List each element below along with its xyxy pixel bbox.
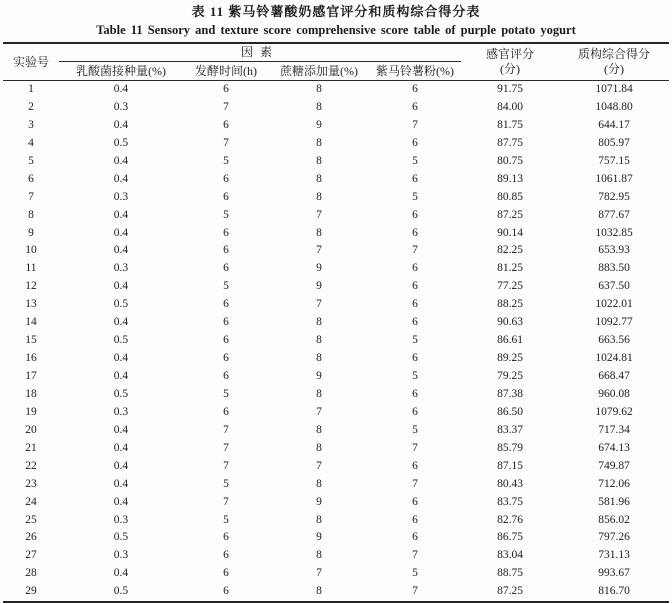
potato-powder-cell: 6 bbox=[412, 136, 418, 149]
fermentation-time-cell: 7 bbox=[223, 423, 229, 436]
inoculation-cell: 0.4 bbox=[113, 83, 129, 95]
texture-score-cell: 663.56 bbox=[598, 334, 630, 347]
experiment-number-cell: 18 bbox=[25, 387, 37, 400]
potato-powder-cell: 6 bbox=[412, 280, 418, 293]
texture-score-cell: 856.02 bbox=[598, 513, 630, 526]
fermentation-time-cell: 5 bbox=[223, 477, 229, 490]
table-row bbox=[3, 189, 669, 207]
sucrose-cell: 8 bbox=[316, 190, 322, 203]
sensory-score-cell: 82.76 bbox=[497, 513, 523, 526]
texture-score-cell: 1071.84 bbox=[595, 83, 633, 95]
potato-powder-cell: 6 bbox=[412, 262, 418, 275]
experiment-number-cell: 1 bbox=[28, 83, 34, 95]
potato-powder-cell: 6 bbox=[412, 513, 418, 526]
table-row bbox=[3, 278, 669, 296]
table-row bbox=[3, 350, 669, 368]
inoculation-cell: 0.3 bbox=[113, 100, 129, 113]
potato-powder-cell: 7 bbox=[412, 549, 418, 562]
experiment-number-cell: 8 bbox=[28, 208, 34, 221]
column-header-sensory-score bbox=[461, 43, 559, 81]
texture-score-cell: 581.96 bbox=[598, 495, 630, 508]
sensory-score-cell: 81.75 bbox=[497, 118, 523, 131]
fermentation-time-cell: 5 bbox=[223, 513, 229, 526]
sucrose-cell: 8 bbox=[316, 513, 322, 526]
sensory-score-cell: 85.79 bbox=[497, 441, 523, 454]
texture-score-cell: 1079.62 bbox=[595, 405, 633, 418]
potato-powder-cell: 7 bbox=[412, 244, 418, 257]
sensory-score-cell: 83.75 bbox=[497, 495, 523, 508]
texture-score-label: 质构综合得分 bbox=[577, 47, 650, 61]
potato-powder-cell: 6 bbox=[412, 459, 418, 472]
inoculation-cell: 0.4 bbox=[113, 477, 129, 490]
table-row bbox=[3, 494, 669, 512]
sucrose-cell: 7 bbox=[316, 298, 322, 311]
texture-score-cell: 1024.81 bbox=[595, 352, 633, 365]
texture-score-cell: 712.06 bbox=[598, 477, 630, 490]
texture-score-cell: 797.26 bbox=[598, 531, 630, 544]
table-row bbox=[3, 314, 669, 332]
experiment-number-cell: 10 bbox=[25, 244, 37, 257]
inoculation-cell: 0.5 bbox=[113, 334, 129, 347]
sensory-score-cell: 87.75 bbox=[497, 136, 523, 149]
table-row bbox=[3, 135, 669, 153]
potato-powder-cell: 6 bbox=[412, 298, 418, 311]
experiment-number-cell: 11 bbox=[25, 262, 37, 275]
sucrose-cell: 9 bbox=[316, 370, 322, 382]
sucrose-cell: 8 bbox=[316, 83, 322, 95]
experiment-number-cell: 4 bbox=[28, 136, 34, 149]
inoculation-cell: 0.4 bbox=[113, 459, 129, 472]
experiment-number-cell: 19 bbox=[25, 405, 37, 418]
column-header-experiment: 实验号 bbox=[3, 43, 59, 81]
sensory-score-cell: 87.25 bbox=[497, 585, 523, 598]
texture-score-cell: 731.13 bbox=[598, 549, 630, 562]
sucrose-cell: 7 bbox=[316, 244, 322, 257]
experiment-number-cell: 15 bbox=[25, 334, 37, 347]
sensory-score-label: 感官评分 bbox=[485, 47, 534, 61]
sensory-score-cell: 83.04 bbox=[497, 549, 523, 562]
sucrose-cell: 8 bbox=[316, 549, 322, 562]
sucrose-cell: 9 bbox=[316, 531, 322, 544]
sucrose-cell: 8 bbox=[316, 423, 322, 436]
fermentation-time-cell: 6 bbox=[223, 316, 229, 329]
potato-powder-cell: 6 bbox=[412, 387, 418, 400]
inoculation-cell: 0.4 bbox=[113, 495, 129, 508]
table-row bbox=[3, 529, 669, 547]
fermentation-time-cell: 7 bbox=[223, 495, 229, 508]
sensory-score-cell: 86.75 bbox=[497, 531, 523, 544]
experiment-number-cell: 5 bbox=[28, 154, 34, 167]
experiment-number-cell: 3 bbox=[28, 118, 34, 131]
table-row bbox=[3, 440, 669, 458]
texture-score-cell: 1048.80 bbox=[595, 100, 633, 113]
sensory-score-cell: 88.25 bbox=[497, 298, 523, 311]
sucrose-cell: 8 bbox=[316, 226, 322, 239]
sucrose-cell: 9 bbox=[316, 280, 322, 293]
column-header-inoculation: 乳酸菌接种量(%) bbox=[59, 62, 183, 81]
potato-powder-cell: 6 bbox=[412, 100, 418, 113]
inoculation-cell: 0.3 bbox=[113, 190, 129, 203]
sensory-score-cell: 88.75 bbox=[497, 567, 523, 580]
experiment-number-cell: 28 bbox=[25, 567, 37, 580]
fermentation-time-cell: 7 bbox=[223, 459, 229, 472]
inoculation-cell: 0.4 bbox=[113, 172, 129, 185]
sensory-score-cell: 87.38 bbox=[497, 387, 523, 400]
potato-powder-cell: 7 bbox=[412, 118, 418, 131]
potato-powder-cell: 6 bbox=[412, 531, 418, 544]
fermentation-time-cell: 6 bbox=[223, 118, 229, 131]
potato-powder-cell: 6 bbox=[412, 208, 418, 221]
experiment-number-cell: 26 bbox=[25, 531, 37, 544]
column-header-fermentation-time: 发酵时间(h) bbox=[183, 62, 269, 81]
potato-powder-cell: 5 bbox=[412, 423, 418, 436]
texture-score-cell: 757.15 bbox=[598, 154, 630, 167]
table-row bbox=[3, 565, 669, 583]
inoculation-cell: 0.4 bbox=[113, 208, 129, 221]
potato-powder-cell: 7 bbox=[412, 441, 418, 454]
sensory-score-cell: 80.85 bbox=[497, 190, 523, 203]
sensory-score-cell: 90.14 bbox=[497, 226, 523, 239]
fermentation-time-cell: 6 bbox=[223, 172, 229, 185]
table-header bbox=[3, 43, 669, 81]
sucrose-cell: 9 bbox=[316, 118, 322, 131]
texture-score-cell: 1032.85 bbox=[595, 226, 633, 239]
sucrose-cell: 8 bbox=[316, 352, 322, 365]
sucrose-cell: 8 bbox=[316, 136, 322, 149]
texture-score-cell: 674.13 bbox=[598, 441, 630, 454]
texture-score-cell: 668.47 bbox=[598, 370, 630, 382]
sucrose-cell: 7 bbox=[316, 567, 322, 580]
sucrose-cell: 8 bbox=[316, 477, 322, 490]
potato-powder-cell: 6 bbox=[412, 226, 418, 239]
fermentation-time-cell: 6 bbox=[223, 585, 229, 598]
texture-score-cell: 1092.77 bbox=[595, 316, 633, 329]
experiment-number-cell: 16 bbox=[25, 352, 37, 365]
fermentation-time-cell: 6 bbox=[223, 226, 229, 239]
experiment-number-cell: 6 bbox=[28, 172, 34, 185]
potato-powder-cell: 6 bbox=[412, 405, 418, 418]
experiment-number-cell: 2 bbox=[28, 100, 34, 113]
texture-score-cell: 993.67 bbox=[598, 567, 630, 580]
fermentation-time-cell: 6 bbox=[223, 244, 229, 257]
fermentation-time-cell: 6 bbox=[223, 405, 229, 418]
texture-score-cell: 644.17 bbox=[598, 118, 630, 131]
texture-score-cell: 1022.01 bbox=[595, 298, 633, 311]
sucrose-cell: 9 bbox=[316, 495, 322, 508]
experiment-number-cell: 25 bbox=[25, 513, 37, 526]
table-row bbox=[3, 476, 669, 494]
sucrose-cell: 8 bbox=[316, 316, 322, 329]
sensory-score-cell: 86.50 bbox=[497, 405, 523, 418]
sucrose-cell: 8 bbox=[316, 154, 322, 167]
texture-score-cell: 637.50 bbox=[598, 280, 630, 293]
fermentation-time-cell: 7 bbox=[223, 441, 229, 454]
table-row bbox=[3, 547, 669, 565]
texture-score-cell: 877.67 bbox=[598, 208, 630, 221]
texture-score-cell: 960.08 bbox=[598, 387, 630, 400]
inoculation-cell: 0.5 bbox=[113, 585, 129, 598]
table-row bbox=[3, 583, 669, 602]
potato-powder-cell: 6 bbox=[412, 83, 418, 95]
sucrose-cell: 8 bbox=[316, 387, 322, 400]
table-row bbox=[3, 171, 669, 189]
inoculation-cell: 0.5 bbox=[113, 531, 129, 544]
sensory-score-cell: 80.43 bbox=[497, 477, 523, 490]
texture-score-cell: 717.34 bbox=[598, 423, 630, 436]
fermentation-time-cell: 6 bbox=[223, 352, 229, 365]
table-row bbox=[3, 207, 669, 225]
table-row bbox=[3, 117, 669, 135]
table-row bbox=[3, 332, 669, 350]
sucrose-cell: 7 bbox=[316, 459, 322, 472]
sucrose-cell: 8 bbox=[316, 334, 322, 347]
fermentation-time-cell: 6 bbox=[223, 334, 229, 347]
sensory-score-cell: 84.00 bbox=[497, 100, 523, 113]
fermentation-time-cell: 5 bbox=[223, 387, 229, 400]
inoculation-cell: 0.4 bbox=[113, 370, 129, 382]
potato-powder-cell: 6 bbox=[412, 495, 418, 508]
table-row bbox=[3, 512, 669, 530]
experiment-number-cell: 21 bbox=[25, 441, 37, 454]
sucrose-cell: 8 bbox=[316, 441, 322, 454]
sucrose-cell: 7 bbox=[316, 405, 322, 418]
column-header-factors-group: 因素 bbox=[59, 43, 461, 62]
sensory-score-cell: 82.25 bbox=[497, 244, 523, 257]
experiment-number-cell: 14 bbox=[25, 316, 37, 329]
inoculation-cell: 0.3 bbox=[113, 405, 129, 418]
column-header-potato-powder: 紫马铃薯粉(%) bbox=[369, 62, 461, 81]
experiment-number-cell: 29 bbox=[25, 585, 37, 598]
inoculation-cell: 0.4 bbox=[113, 423, 129, 436]
inoculation-cell: 0.4 bbox=[113, 280, 129, 293]
table-title-english: Table 11 Sensory and texture score comprehensive score table of purple potato yogurt bbox=[96, 23, 576, 37]
table-row bbox=[3, 422, 669, 440]
experiment-number-cell: 22 bbox=[25, 459, 37, 472]
table-title-chinese: 表 11 紫马铃薯酸奶感官评分和质构综合得分表 bbox=[191, 4, 481, 19]
texture-score-cell: 749.87 bbox=[598, 459, 630, 472]
inoculation-cell: 0.4 bbox=[113, 226, 129, 239]
experiment-number-cell: 7 bbox=[28, 190, 34, 203]
potato-powder-cell: 6 bbox=[412, 352, 418, 365]
sensory-score-cell: 89.25 bbox=[497, 352, 523, 365]
fermentation-time-cell: 6 bbox=[223, 567, 229, 580]
potato-powder-cell: 7 bbox=[412, 477, 418, 490]
experiment-number-cell: 20 bbox=[25, 423, 37, 436]
inoculation-cell: 0.4 bbox=[113, 567, 129, 580]
table-row bbox=[3, 99, 669, 117]
potato-powder-cell: 5 bbox=[412, 370, 418, 382]
table-row bbox=[3, 386, 669, 404]
inoculation-cell: 0.4 bbox=[113, 352, 129, 365]
sensory-score-cell: 90.63 bbox=[497, 316, 523, 329]
fermentation-time-cell: 7 bbox=[223, 136, 229, 149]
texture-score-cell: 1061.87 bbox=[595, 172, 633, 185]
potato-powder-cell: 6 bbox=[412, 172, 418, 185]
fermentation-time-cell: 6 bbox=[223, 370, 229, 382]
sensory-score-cell: 86.61 bbox=[497, 334, 523, 347]
potato-powder-cell: 7 bbox=[412, 585, 418, 598]
sensory-score-cell: 87.25 bbox=[497, 208, 523, 221]
sucrose-cell: 8 bbox=[316, 172, 322, 185]
texture-score-cell: 805.97 bbox=[598, 136, 630, 149]
inoculation-cell: 0.4 bbox=[113, 316, 129, 329]
sensory-score-cell: 79.25 bbox=[497, 370, 523, 382]
fermentation-time-cell: 6 bbox=[223, 190, 229, 203]
table-body bbox=[3, 81, 669, 603]
fermentation-time-cell: 6 bbox=[223, 262, 229, 275]
texture-score-cell: 782.95 bbox=[598, 190, 630, 203]
sucrose-cell: 7 bbox=[316, 208, 322, 221]
table-row bbox=[3, 296, 669, 314]
column-header-texture-score bbox=[559, 43, 669, 81]
potato-powder-cell: 5 bbox=[412, 334, 418, 347]
table-row bbox=[3, 458, 669, 476]
table-row bbox=[3, 81, 669, 99]
inoculation-cell: 0.4 bbox=[113, 441, 129, 454]
sucrose-cell: 8 bbox=[316, 100, 322, 113]
experiment-number-cell: 13 bbox=[25, 298, 37, 311]
inoculation-cell: 0.5 bbox=[113, 298, 129, 311]
sucrose-cell: 8 bbox=[316, 585, 322, 598]
sensory-score-cell: 89.13 bbox=[497, 172, 523, 185]
column-header-sucrose: 蔗糖添加量(%) bbox=[269, 62, 369, 81]
scores-table bbox=[3, 42, 669, 603]
inoculation-cell: 0.3 bbox=[113, 513, 129, 526]
texture-score-cell: 883.50 bbox=[598, 262, 630, 275]
sensory-score-cell: 87.15 bbox=[497, 459, 523, 472]
table-row bbox=[3, 153, 669, 171]
table-row bbox=[3, 368, 669, 386]
table-row bbox=[3, 260, 669, 278]
potato-powder-cell: 5 bbox=[412, 154, 418, 167]
table-row bbox=[3, 404, 669, 422]
texture-score-cell: 816.70 bbox=[598, 585, 630, 598]
experiment-number-cell: 27 bbox=[25, 549, 37, 562]
inoculation-cell: 0.3 bbox=[113, 262, 129, 275]
fermentation-time-cell: 5 bbox=[223, 280, 229, 293]
experiment-number-cell: 24 bbox=[25, 495, 37, 508]
sensory-score-cell: 77.25 bbox=[497, 280, 523, 293]
table-row bbox=[3, 225, 669, 243]
experiment-number-cell: 17 bbox=[25, 370, 37, 382]
potato-powder-cell: 5 bbox=[412, 567, 418, 580]
sensory-score-unit: (分) bbox=[500, 62, 520, 76]
fermentation-time-cell: 6 bbox=[223, 549, 229, 562]
fermentation-time-cell: 5 bbox=[223, 208, 229, 221]
inoculation-cell: 0.4 bbox=[113, 244, 129, 257]
inoculation-cell: 0.5 bbox=[113, 136, 129, 149]
fermentation-time-cell: 6 bbox=[223, 83, 229, 95]
fermentation-time-cell: 6 bbox=[223, 531, 229, 544]
inoculation-cell: 0.4 bbox=[113, 118, 129, 131]
potato-powder-cell: 5 bbox=[412, 190, 418, 203]
inoculation-cell: 0.4 bbox=[113, 154, 129, 167]
fermentation-time-cell: 5 bbox=[223, 154, 229, 167]
sucrose-cell: 9 bbox=[316, 262, 322, 275]
texture-score-cell: 653.93 bbox=[598, 244, 630, 257]
table-row bbox=[3, 242, 669, 260]
table-caption bbox=[0, 0, 672, 38]
sensory-score-cell: 81.25 bbox=[497, 262, 523, 275]
experiment-number-cell: 9 bbox=[28, 226, 34, 239]
fermentation-time-cell: 6 bbox=[223, 298, 229, 311]
potato-powder-cell: 6 bbox=[412, 316, 418, 329]
inoculation-cell: 0.3 bbox=[113, 549, 129, 562]
inoculation-cell: 0.5 bbox=[113, 387, 129, 400]
experiment-number-cell: 12 bbox=[25, 280, 37, 293]
sensory-score-cell: 91.75 bbox=[497, 83, 523, 95]
sensory-score-cell: 80.75 bbox=[497, 154, 523, 167]
fermentation-time-cell: 7 bbox=[223, 100, 229, 113]
experiment-number-cell: 23 bbox=[25, 477, 37, 490]
texture-score-unit: (分) bbox=[604, 62, 624, 76]
sensory-score-cell: 83.37 bbox=[497, 423, 523, 436]
